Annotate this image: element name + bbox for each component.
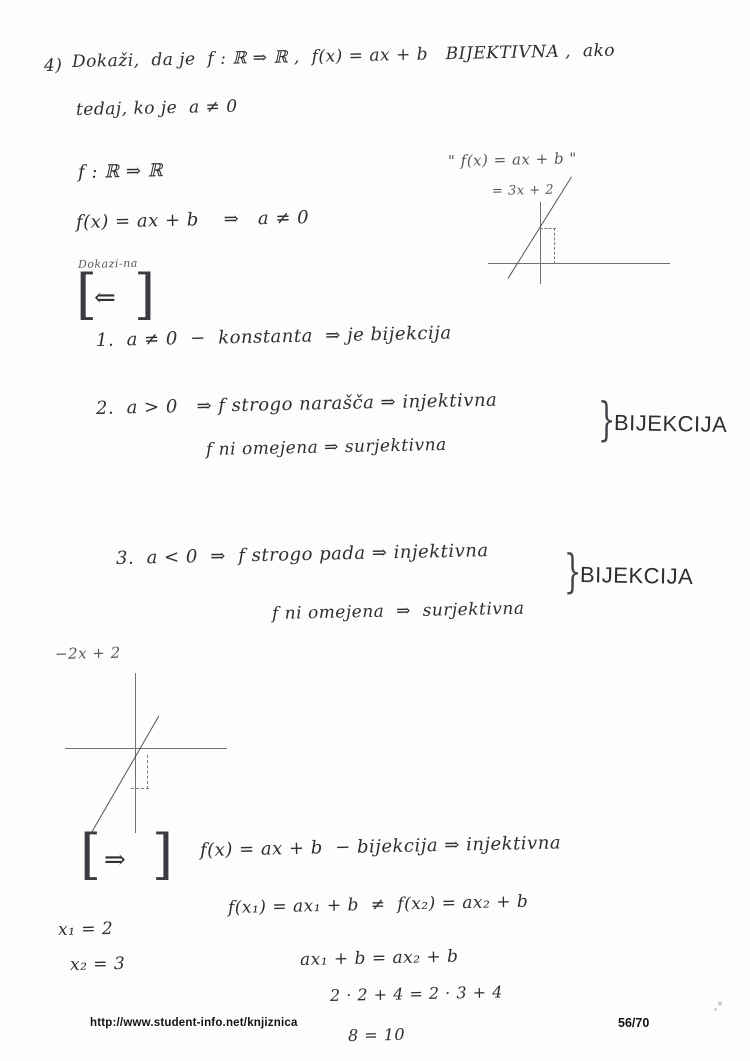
scan-speck: [714, 1008, 717, 1011]
task-statement-line-2: tedaj, ko je a ≠ 0: [75, 96, 238, 120]
brace-icon-1: }: [597, 392, 616, 446]
proof-step-2b: f ni omejena ⇒ surjektivna: [205, 434, 447, 460]
given-domain-codomain: f : ℝ ⇒ ℝ: [77, 160, 164, 183]
back-line-1: f(x) = ax + b − bijekcija ⇒ injektivna: [199, 832, 562, 861]
graph-bottom-dashed-vertical: [147, 755, 148, 789]
back-line-3: ax₁ + b = ax₂ + b: [299, 946, 459, 970]
graph-bottom-equation: −2x + 2: [54, 643, 121, 663]
brace-label-bijekcija-1: BIJEKCIJA: [613, 410, 728, 437]
value-x1: x₁ = 2: [57, 918, 114, 940]
graph-top-equation: = 3x + 2: [491, 182, 555, 199]
bracket-right-close: ]: [152, 823, 174, 886]
graph-top-quote: " f(x) = ax + b ": [447, 149, 577, 170]
scan-speck: [718, 1001, 722, 1006]
graph-top-y-axis: [540, 202, 541, 284]
graph-top-dashed-vertical: [554, 228, 555, 264]
proof-step-3b: f ni omejena ⇒ surjektivna: [271, 598, 525, 624]
back-line-4: 2 · 2 + 4 = 2 · 3 + 4: [329, 982, 503, 1005]
graph-bottom-x-axis: [65, 748, 227, 749]
graph-bottom: [55, 645, 295, 845]
back-line-2: f(x₁) = ax₁ + b ≠ f(x₂) = ax₂ + b: [227, 891, 529, 918]
given-function-form: f(x) = ax + b ⇒ a ≠ 0: [75, 207, 310, 233]
proof-step-2: 2. a > 0 ⇒ f strogo narašča ⇒ injektivna: [95, 389, 498, 419]
footer-page-number: 56/70: [618, 1016, 650, 1030]
task-statement-line-1: Dokaži, da je f : ℝ ⇒ ℝ , f(x) = ax + b BIJEKTIVNA , ako: [71, 40, 616, 72]
bracket-right-open: [: [80, 823, 102, 886]
graph-bottom-dashed-horizontal: [131, 788, 149, 789]
arrow-leftward-icon: ⇐: [94, 283, 117, 313]
graph-top: [430, 150, 720, 290]
task-number: 4): [43, 55, 63, 76]
graph-top-dashed-horizontal: [540, 228, 556, 229]
graph-bottom-function-line: [91, 715, 160, 833]
bracket-left-open: [: [76, 263, 98, 326]
brace-label-bijekcija-2: BIJEKCIJA: [579, 562, 694, 589]
value-x2: x₂ = 3: [69, 953, 126, 975]
footer-url[interactable]: http://www.student-info.net/knjiznica: [90, 1017, 298, 1029]
brace-icon-2: }: [563, 544, 582, 598]
arrow-rightward-icon: ⇒: [104, 845, 127, 875]
proof-step-3: 3. a < 0 ⇒ f strogo pada ⇒ injektivna: [115, 540, 489, 569]
proof-step-1: 1. a ≠ 0 − konstanta ⇒ je bijekcija: [95, 322, 452, 351]
bracket-left-close: ]: [134, 263, 156, 326]
proof-label: Dokazi-na: [77, 256, 138, 271]
back-line-5: 8 = 10: [347, 1024, 406, 1045]
